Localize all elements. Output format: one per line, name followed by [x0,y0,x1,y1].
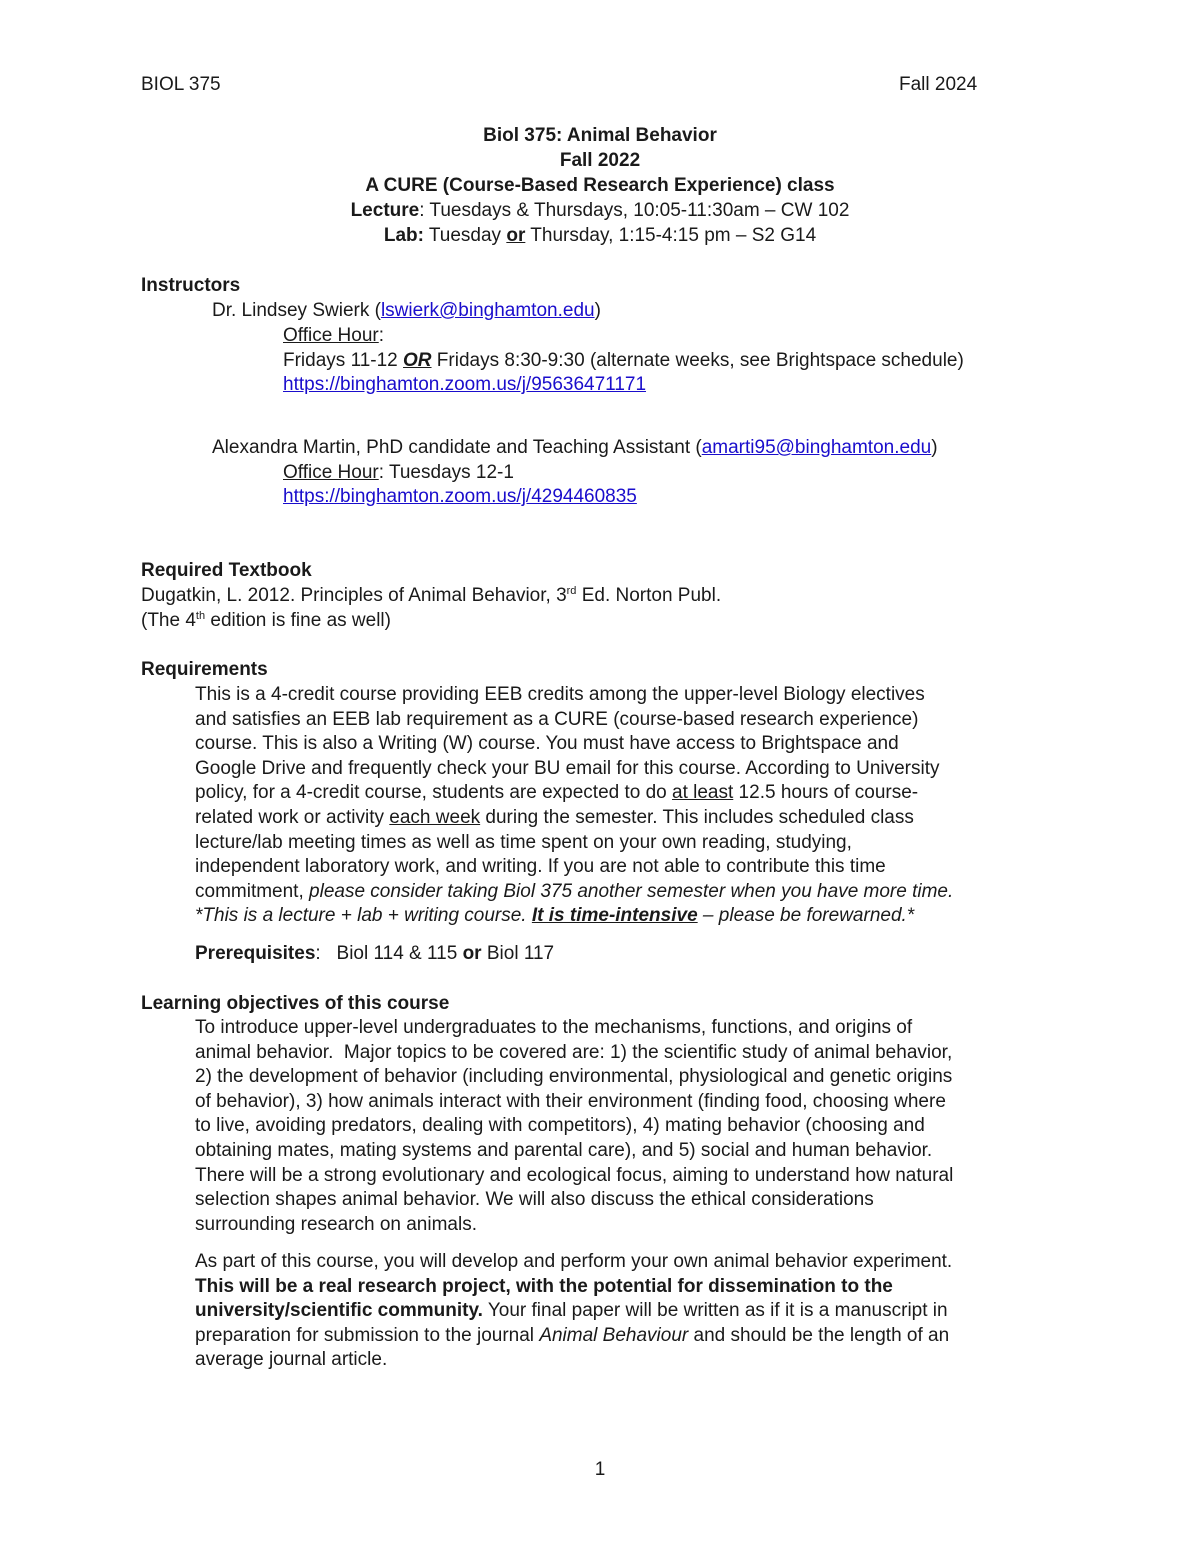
objectives-paragraph-2: As part of this course, you will develop and perform your own animal behavior experiment. This will be a real research project, with the potential for dissemination to the university/scientific community. Your final paper will be written as if it is a manuscript in preparation for submission to the journal Animal Behaviour and should be the length of an average journal article. [195,1251,953,1371]
instructor-martin: Alexandra Martin, PhD candidate and Teaching Assistant (amarti95@binghamton.edu) [212,437,938,458]
swierk-zoom-link[interactable]: https://binghamton.zoom.us/j/95636471171 [283,374,647,395]
objectives-paragraph-1: To introduce upper-level undergraduates to the mechanisms, functions, and origins of animal behavior. Major topics to be covered are: 1) the scientific study of animal behavior, 2) the development of behavior (including environmental, physiological and genetic origins of behavior), 3) how animals interact with their environment (finding food, choosing where to live, avoiding predators, dealing with competitors), 4) mating behavior (choosing and obtaining mates, mating systems and parental care), and 5) social and human behavior. There will be a strong evolutionary and ecological focus, aiming to understand how natural selection shapes animal behavior. We will also discuss the ethical considerations surrounding research on animals. [195,1017,954,1235]
course-title: Biol 375: Animal Behavior [483,125,717,146]
course-subtitle: A CURE (Course-Based Research Experience) class [365,175,835,196]
lab-line: Lab: Tuesday or Thursday, 1:15-4:15 pm – S2 G14 [383,225,817,246]
textbook-citation: Dugatkin, L. 2012. Principles of Animal Behavior, 3rd Ed. Norton Publ. [141,585,722,606]
header-course: BIOL 375 [141,74,221,95]
martin-email-link[interactable]: amarti95@binghamton.edu [701,437,932,458]
martin-office-hour: Office Hour: Tuesdays 12-1 [283,462,514,483]
swierk-office-hour-label: Office Hour: [283,325,385,346]
course-term: Fall 2022 [559,150,641,171]
martin-zoom-link[interactable]: https://binghamton.zoom.us/j/4294460835 [283,486,637,507]
textbook-edition-note: (The 4th edition is fine as well) [141,610,391,631]
lecture-line: Lecture: Tuesdays & Thursdays, 10:05-11:30am – CW 102 [350,200,850,221]
page-number: 1 [594,1459,606,1480]
swierk-zoom-row [283,373,646,398]
martin-zoom-row [283,485,637,510]
header-term: Fall 2024 [899,74,978,95]
swierk-email-link[interactable]: lswierk@binghamton.edu [380,300,595,321]
instructors-heading: Instructors [141,275,241,296]
requirements-paragraph: This is a 4-credit course providing EEB credits among the upper-level Biology electives and satisfies an EEB lab requirement as a CURE (course-based research experience) course. This is also a Writing (W) course. You must have access to Brightspace and Google Drive and frequently check your BU email for this course. According to University policy, for a 4-credit course, students are expected to do at least 12.5 hours of course- related work or activity each week during the semester. This includes scheduled class lecture/lab meeting times as well as time spent on your own reading, studying, independent laboratory work, and writing. If you are not able to contribute this time commitment, please consider taking Biol 375 another semester when you have more time. *This is a lecture + lab + writing course. It is time-intensive – please be forewarned.* [195,684,954,927]
objectives-heading: Learning objectives of this course [141,993,450,1014]
prerequisites: Prerequisites: Biol 114 & 115 or Biol 117 [195,943,555,964]
swierk-office-hours: Fridays 11-12 OR Fridays 8:30-9:30 (alternate weeks, see Brightspace schedule) [283,350,964,371]
requirements-heading: Requirements [141,659,268,680]
instructor-swierk: Dr. Lindsey Swierk (lswierk@binghamton.edu) [212,300,601,321]
textbook-heading: Required Textbook [141,560,312,581]
